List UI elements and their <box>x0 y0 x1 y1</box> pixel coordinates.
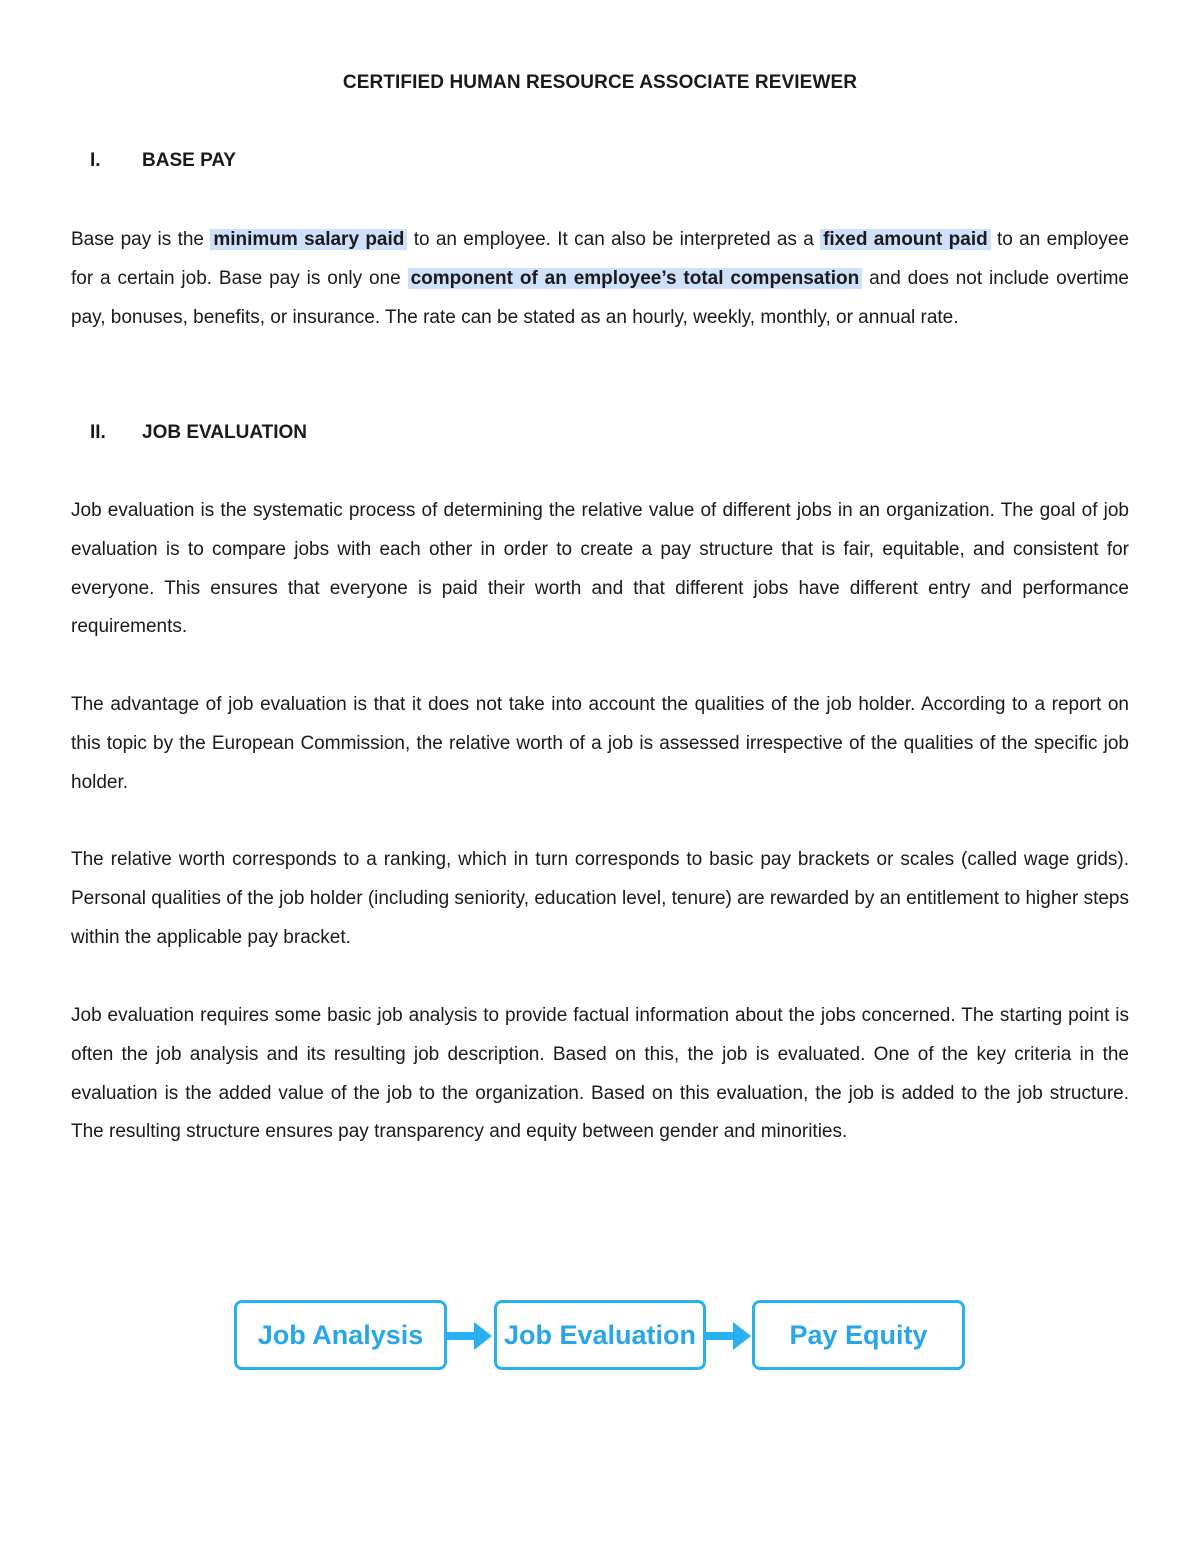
section-title: BASE PAY <box>142 150 236 171</box>
document-title: CERTIFIED HUMAN RESOURCE ASSOCIATE REVIEWER <box>342 72 858 93</box>
section-number: I. <box>90 150 101 171</box>
arrow-right-icon <box>446 1320 494 1352</box>
job-evaluation-paragraph-4: Job evaluation requires some basic job analysis to provide factual information about the jobs concerned. The starting point is often the job analysis and its resulting job description. Based on this, the job is evaluated. One of the key criteria in the evaluation is the added value of the job to the organization. Based on this evaluation, the job is added to the job structure. The resulting structure ensures pay transparency and equity between gender and minorities. <box>71 1005 1129 1143</box>
highlighted-term: minimum salary paid <box>210 229 407 250</box>
flow-step-job-evaluation: Job Evaluation <box>494 1300 706 1370</box>
highlighted-term: fixed amount paid <box>820 229 991 250</box>
text-run: Base pay is the <box>71 229 211 250</box>
section-heading-base-pay <box>90 150 236 172</box>
job-evaluation-flow-diagram <box>0 1296 1200 1380</box>
job-evaluation-paragraph-1: Job evaluation is the systematic process of determining the relative value of different jobs in an organization. The goal of job evaluation is to compare jobs with each other in order to create a pay structure that is fair, equitable, and consistent for everyone. This ensures that everyone is paid their worth and that different jobs have different entry and performance requirements. <box>71 500 1129 638</box>
base-pay-paragraph <box>71 221 1129 337</box>
job-evaluation-paragraph-2: The advantage of job evaluation is that it does not take into account the qualities of the job holder. According to a report on this topic by the European Commission, the relative worth of a job is assessed irrespective of the qualities of the specific job holder. <box>71 694 1129 793</box>
section-heading-job-evaluation <box>90 422 307 444</box>
flow-step-job-analysis: Job Analysis <box>234 1300 447 1370</box>
arrow-right-icon <box>705 1320 753 1352</box>
text-run: and does not include overtime pay, bonuses, benefits, or insurance. The rate can be stated as an hourly, weekly, monthly, or annual rate. <box>71 267 1129 328</box>
section-number: II. <box>90 422 106 443</box>
job-evaluation-paragraph-3: The relative worth corresponds to a ranking, which in turn corresponds to basic pay brackets or scales (called wage grids). Personal qualities of the job holder (including seniority, education level, tenure) are rewarded by an entitlement to higher steps within the applicable pay bracket. <box>71 849 1129 948</box>
text-run: to an employee. It can also be interpreted as a <box>407 229 821 250</box>
text-run: to an employee for a certain job. Base pay is only one <box>71 229 1130 289</box>
highlighted-term: component of an employee’s total compensation <box>408 268 863 289</box>
section-title: JOB EVALUATION <box>142 422 308 443</box>
flow-step-pay-equity: Pay Equity <box>752 1300 965 1370</box>
